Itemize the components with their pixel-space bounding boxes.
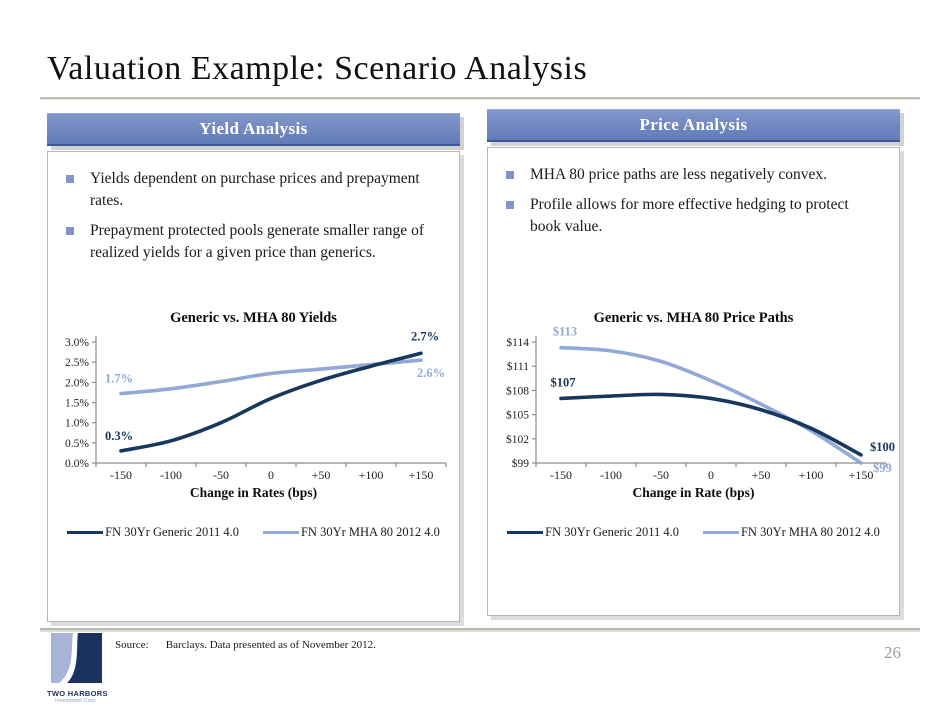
legend-line-swatch (507, 531, 543, 534)
list-item (504, 194, 881, 238)
svg-text:$102: $102 (506, 433, 529, 446)
yield-chart (48, 331, 461, 483)
page-number: 26 (884, 643, 901, 662)
legend-item (703, 525, 880, 540)
svg-text:+100: +100 (798, 468, 824, 482)
svg-text:1.5%: 1.5% (65, 397, 89, 410)
legend-label: FN 30Yr Generic 2011 4.0 (545, 525, 679, 539)
legend-line-swatch (703, 531, 739, 534)
bullet-icon (66, 227, 74, 235)
bullet-icon (506, 171, 514, 179)
svg-text:1.0%: 1.0% (65, 417, 89, 430)
svg-text:-100: -100 (160, 468, 182, 482)
svg-text:0.5%: 0.5% (65, 437, 89, 450)
footer-divider (40, 628, 920, 630)
legend-label: FN 30Yr MHA 80 2012 4.0 (740, 525, 880, 539)
price-chart-block (488, 310, 899, 540)
yield-bullet-list (48, 152, 459, 264)
svg-text:$100: $100 (870, 439, 895, 454)
svg-text:2.5%: 2.5% (65, 357, 89, 370)
page-title: Valuation Example: Scenario Analysis (47, 50, 588, 87)
svg-text:-100: -100 (600, 468, 622, 482)
source-text: Barclays. Data presented as of November 2012. (165, 639, 376, 651)
svg-text:-50: -50 (653, 468, 669, 482)
logo-subtitle: Investment Corp. (55, 698, 97, 704)
svg-text:0.3%: 0.3% (104, 428, 134, 443)
svg-text:+50: +50 (751, 468, 771, 482)
bullet-icon (506, 201, 514, 209)
svg-text:2.6%: 2.6% (416, 366, 446, 381)
svg-text:2.7%: 2.7% (410, 329, 440, 344)
price-chart-xlabel: Change in Rate (bps) (632, 485, 755, 500)
legend-item (67, 525, 239, 540)
svg-text:$114: $114 (506, 337, 529, 349)
svg-text:-50: -50 (213, 468, 229, 482)
svg-text:3.0%: 3.0% (65, 337, 89, 349)
bullet-text: MHA 80 price paths are less negatively convex. (530, 166, 827, 183)
yield-chart-legend (48, 525, 459, 540)
source-label: Source: (115, 639, 149, 651)
two-harbors-logo-icon (51, 633, 102, 683)
yield-chart-block (48, 310, 459, 540)
bullet-text: Profile allows for more effective hedging to protect book value. (530, 196, 849, 235)
legend-item (507, 525, 679, 540)
legend-item (263, 525, 440, 540)
svg-text:$99: $99 (873, 461, 892, 475)
price-analysis-header: Price Analysis (487, 109, 900, 142)
source-note (115, 639, 376, 651)
yield-analysis-panel (47, 113, 460, 622)
svg-text:0.0%: 0.0% (65, 458, 89, 470)
yield-chart-xlabel: Change in Rates (bps) (189, 485, 318, 500)
svg-text:+150: +150 (408, 468, 434, 482)
svg-text:$107: $107 (550, 375, 576, 390)
title-divider (40, 97, 920, 99)
price-chart-legend (488, 525, 899, 540)
price-analysis-panel (487, 109, 900, 616)
two-harbors-logo (47, 633, 108, 704)
svg-text:+50: +50 (311, 468, 331, 482)
legend-line-swatch (67, 531, 103, 534)
price-chart-title: Generic vs. MHA 80 Price Paths (593, 310, 794, 326)
yield-analysis-body (47, 151, 460, 622)
legend-line-swatch (263, 531, 299, 534)
yield-chart-title: Generic vs. MHA 80 Yields (170, 310, 337, 326)
list-item (64, 220, 441, 264)
bullet-icon (66, 175, 74, 183)
price-chart (488, 324, 901, 483)
legend-label: FN 30Yr MHA 80 2012 4.0 (300, 525, 440, 539)
list-item (504, 164, 881, 186)
svg-text:-150: -150 (110, 468, 132, 482)
svg-text:0: 0 (708, 468, 714, 482)
svg-text:+150: +150 (848, 468, 874, 482)
price-bullet-list (488, 148, 899, 238)
price-analysis-body (487, 147, 900, 616)
svg-text:$99: $99 (511, 458, 529, 470)
svg-text:0: 0 (268, 468, 274, 482)
bullet-text: Yields dependent on purchase prices and prepayment rates. (90, 170, 420, 209)
svg-text:$108: $108 (506, 385, 529, 398)
list-item (64, 168, 441, 212)
legend-label: FN 30Yr Generic 2011 4.0 (105, 525, 239, 539)
logo-name: TWO HARBORS (47, 689, 108, 698)
bullet-text: Prepayment protected pools generate smaller range of realized yields for a given price than generics. (90, 222, 424, 261)
svg-text:+100: +100 (358, 468, 384, 482)
svg-text:2.0%: 2.0% (65, 377, 89, 390)
svg-text:$111: $111 (506, 361, 529, 374)
yield-analysis-header: Yield Analysis (47, 113, 460, 146)
svg-text:$105: $105 (506, 409, 529, 422)
svg-text:1.7%: 1.7% (104, 371, 134, 386)
svg-text:$113: $113 (552, 324, 578, 339)
svg-text:-150: -150 (550, 468, 572, 482)
